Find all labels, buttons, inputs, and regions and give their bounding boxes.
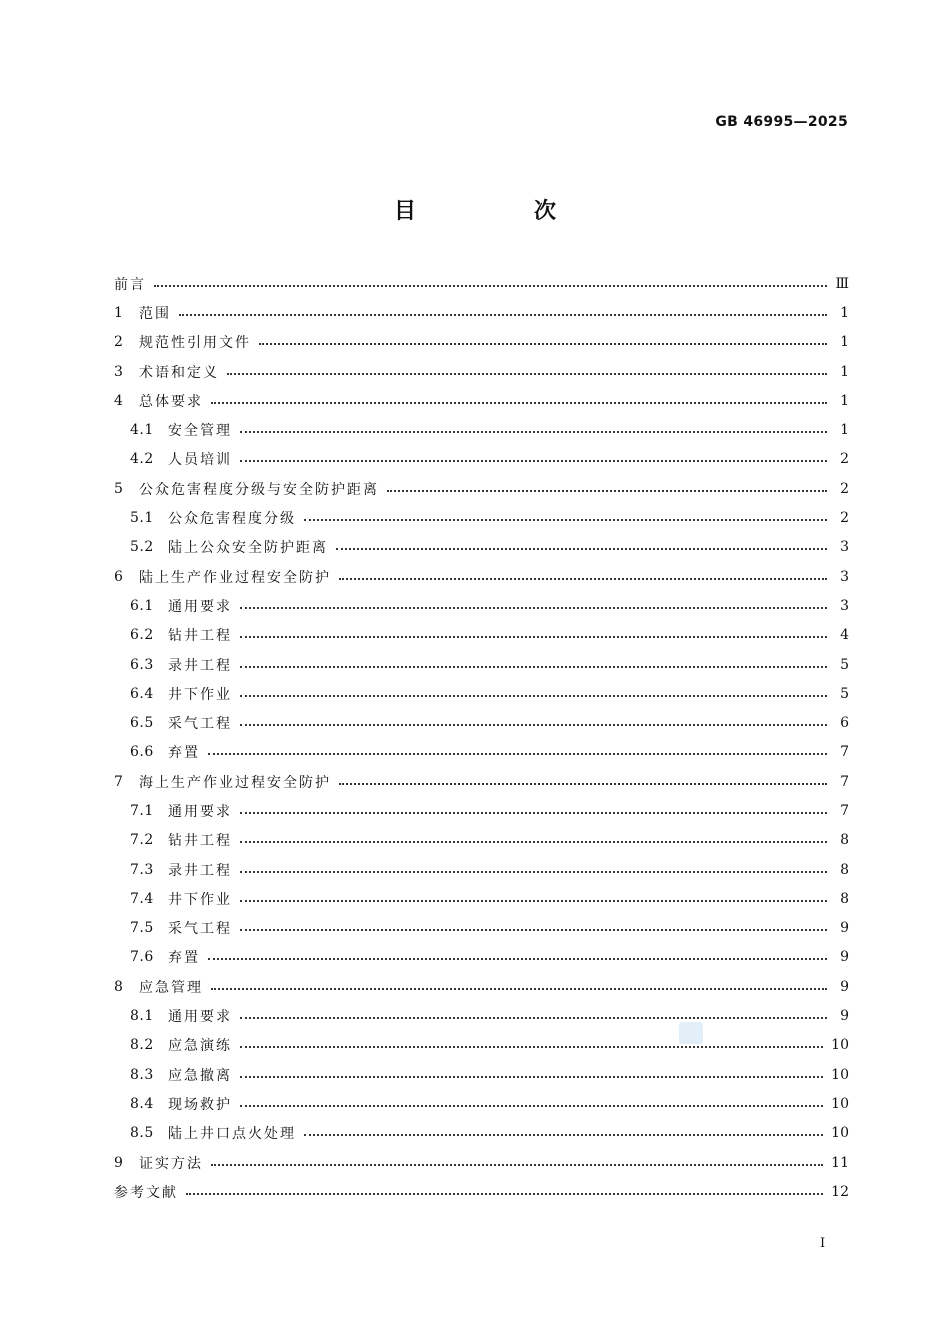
toc-entry-label: 通用要求 <box>168 598 232 615</box>
toc-entry-label: 陆上井口点火处理 <box>168 1126 296 1143</box>
toc-entry-page: 9 <box>840 920 849 937</box>
toc-entry-page: 3 <box>840 597 849 614</box>
toc-entry-number: 7.6 <box>130 949 154 966</box>
toc-entry-label: 海上生产作业过程安全防护 <box>139 774 331 791</box>
toc-entry[interactable] <box>114 767 849 796</box>
dot-leader <box>240 1105 823 1107</box>
page-title: 目 次 <box>393 199 604 224</box>
toc-entry-number: 5.1 <box>130 510 154 527</box>
dot-leader <box>240 724 827 726</box>
toc-entry-label: 钻井工程 <box>168 628 232 645</box>
toc-entry[interactable] <box>114 884 849 913</box>
toc-entry-number: 8.2 <box>130 1037 154 1054</box>
toc-entry[interactable] <box>114 855 849 884</box>
dot-leader <box>154 285 827 287</box>
toc-entry-label: 采气工程 <box>168 921 232 938</box>
dot-leader <box>211 988 827 990</box>
dot-leader <box>240 607 827 609</box>
toc-entry-number: 5 <box>114 480 124 497</box>
toc-entry-page: 7 <box>840 802 849 819</box>
dot-leader <box>240 1046 823 1048</box>
dot-leader <box>208 753 827 755</box>
toc-entry[interactable] <box>114 533 849 562</box>
toc-entry[interactable] <box>114 1148 849 1177</box>
toc-entry-label: 安全管理 <box>168 423 232 440</box>
toc-entry[interactable] <box>114 1001 849 1030</box>
toc-entry-label: 证实方法 <box>139 1155 203 1172</box>
toc-entry-number: 7 <box>114 773 124 790</box>
toc-entry-page: 2 <box>840 510 849 527</box>
toc-entry-label: 规范性引用文件 <box>139 335 251 352</box>
toc-entry-page: 12 <box>831 1183 849 1200</box>
toc-entry-page: 7 <box>840 773 849 790</box>
dot-leader <box>336 548 827 550</box>
dot-leader <box>240 636 827 638</box>
dot-leader <box>240 666 827 668</box>
toc-entry-number: 8.5 <box>130 1125 154 1142</box>
toc-entry-label: 井下作业 <box>168 891 232 908</box>
toc-entry-page: 9 <box>840 1008 849 1025</box>
toc-entry-number: 7.2 <box>130 832 154 849</box>
toc-entry[interactable] <box>114 708 849 737</box>
toc-entry-page: 3 <box>840 568 849 585</box>
toc-entry-page: 5 <box>840 685 849 702</box>
toc-entry[interactable] <box>114 503 849 532</box>
dot-leader <box>240 812 827 814</box>
toc-entry-number: 4.1 <box>130 422 154 439</box>
toc-entry[interactable] <box>114 562 849 591</box>
toc-entry-number: 4.2 <box>130 451 154 468</box>
toc-entry-number: 1 <box>114 304 124 321</box>
toc-entry-number: 4 <box>114 392 124 409</box>
toc-entry-label: 陆上生产作业过程安全防护 <box>139 569 331 586</box>
toc-entry-label: 人员培训 <box>168 452 232 469</box>
toc-entry[interactable] <box>114 328 849 357</box>
dot-leader <box>240 1076 823 1078</box>
toc-entry-page: 10 <box>831 1125 849 1142</box>
toc-entry-page: 9 <box>840 978 849 995</box>
toc-entry-number: 2 <box>114 334 124 351</box>
dot-leader <box>186 1193 823 1195</box>
toc-entry-number: 6.5 <box>130 715 154 732</box>
toc-entry-page: 10 <box>831 1037 849 1054</box>
toc-entry[interactable] <box>114 972 849 1001</box>
toc-entry[interactable] <box>114 445 849 474</box>
toc-entry[interactable] <box>114 1060 849 1089</box>
toc-entry-number: 7.1 <box>130 802 154 819</box>
toc-entry-page: 5 <box>840 656 849 673</box>
toc-entry-label: 通用要求 <box>168 803 232 820</box>
toc-entry-page: Ⅲ <box>835 275 849 292</box>
toc-entry-label: 应急管理 <box>139 979 203 996</box>
dot-leader <box>240 900 827 902</box>
toc-entry-number: 9 <box>114 1154 124 1171</box>
toc-entry-label: 公众危害程度分级 <box>168 511 296 528</box>
toc-entry-label: 术语和定义 <box>139 364 219 381</box>
dot-leader <box>227 373 827 375</box>
toc-entry[interactable] <box>114 269 849 298</box>
dot-leader <box>240 841 827 843</box>
dot-leader <box>240 460 827 462</box>
toc-entry-number: 8.4 <box>130 1095 154 1112</box>
dot-leader <box>240 1017 827 1019</box>
toc-entry-number: 7.5 <box>130 920 154 937</box>
toc-entry-number: 5.2 <box>130 539 154 556</box>
toc-entry-page: 8 <box>840 861 849 878</box>
dot-leader <box>339 578 827 580</box>
toc-entry-label: 前言 <box>114 276 146 293</box>
toc-entry-page: 10 <box>831 1095 849 1112</box>
dot-leader <box>208 958 827 960</box>
toc-entry-page: 4 <box>840 627 849 644</box>
dot-leader <box>211 402 827 404</box>
toc-entry-label: 参考文献 <box>114 1184 178 1201</box>
dot-leader <box>240 431 827 433</box>
toc-entry-number: 6.6 <box>130 744 154 761</box>
toc-entry-label: 通用要求 <box>168 1009 232 1026</box>
toc-entry-page: 9 <box>840 949 849 966</box>
toc-entry[interactable] <box>114 1031 849 1060</box>
toc-entry-label: 总体要求 <box>139 393 203 410</box>
dot-leader <box>240 871 827 873</box>
toc-entry[interactable] <box>114 298 849 327</box>
toc-entry-label: 弃置 <box>168 950 200 967</box>
toc-entry[interactable] <box>114 415 849 444</box>
toc-entry-number: 6.3 <box>130 656 154 673</box>
toc-entry-label: 钻井工程 <box>168 833 232 850</box>
toc-entry-page: 1 <box>840 392 849 409</box>
toc-entry[interactable] <box>114 621 849 650</box>
toc-entry-page: 6 <box>840 715 849 732</box>
toc-entry-number: 3 <box>114 363 124 380</box>
toc-entry-label: 范围 <box>139 305 171 322</box>
dot-leader <box>211 1164 823 1166</box>
toc-entry-label: 录井工程 <box>168 657 232 674</box>
toc-entry[interactable] <box>114 679 849 708</box>
toc-entry[interactable] <box>114 1177 849 1206</box>
toc-entry-page: 1 <box>840 304 849 321</box>
toc-entry-number: 7.3 <box>130 861 154 878</box>
toc-entry-page: 2 <box>840 451 849 468</box>
toc-entry-page: 2 <box>840 480 849 497</box>
page-number: Ⅰ <box>820 1236 826 1251</box>
toc-entry[interactable] <box>114 1119 849 1148</box>
dot-leader <box>179 314 827 316</box>
toc-entry-page: 3 <box>840 539 849 556</box>
toc-entry-page: 7 <box>840 744 849 761</box>
toc-entry-label: 公众危害程度分级与安全防护距离 <box>139 481 379 498</box>
toc-entry-number: 8.1 <box>130 1008 154 1025</box>
toc-entry[interactable] <box>114 796 849 825</box>
toc-entry-label: 采气工程 <box>168 716 232 733</box>
toc-entry-page: 1 <box>840 363 849 380</box>
toc-entry[interactable] <box>114 1089 849 1118</box>
toc-entry-number: 8.3 <box>130 1066 154 1083</box>
toc-entry-number: 6 <box>114 568 124 585</box>
toc-entry[interactable] <box>114 738 849 767</box>
toc-entry-label: 井下作业 <box>168 686 232 703</box>
toc-entry[interactable] <box>114 591 849 620</box>
toc-entry-page: 8 <box>840 890 849 907</box>
toc-entry-label: 陆上公众安全防护距离 <box>168 540 328 557</box>
toc-entry-label: 应急撤离 <box>168 1067 232 1084</box>
toc-entry-number: 6.1 <box>130 597 154 614</box>
toc-entry-label: 弃置 <box>168 745 200 762</box>
toc-entry[interactable] <box>114 357 849 386</box>
table-of-contents <box>114 269 849 1207</box>
toc-entry-page: 8 <box>840 832 849 849</box>
toc-entry-label: 现场救护 <box>168 1096 232 1113</box>
toc-entry[interactable] <box>114 386 849 415</box>
standard-code: GB 46995—2025 <box>715 114 848 130</box>
toc-entry[interactable] <box>114 650 849 679</box>
toc-entry[interactable] <box>114 914 849 943</box>
toc-entry-number: 7.4 <box>130 890 154 907</box>
toc-entry-page: 10 <box>831 1066 849 1083</box>
dot-leader <box>240 929 827 931</box>
toc-entry-page: 1 <box>840 334 849 351</box>
dot-leader <box>304 1134 823 1136</box>
dot-leader <box>339 783 827 785</box>
dot-leader <box>304 519 827 521</box>
toc-entry[interactable] <box>114 474 849 503</box>
toc-entry-page: 1 <box>840 422 849 439</box>
toc-entry-label: 应急演练 <box>168 1038 232 1055</box>
toc-entry-number: 8 <box>114 978 124 995</box>
dot-leader <box>240 695 827 697</box>
dot-leader <box>387 490 827 492</box>
toc-entry-label: 录井工程 <box>168 862 232 879</box>
dot-leader <box>259 343 827 345</box>
toc-entry[interactable] <box>114 826 849 855</box>
toc-entry[interactable] <box>114 943 849 972</box>
toc-entry-page: 11 <box>831 1154 849 1171</box>
toc-entry-number: 6.2 <box>130 627 154 644</box>
watermark-stamp <box>679 1022 703 1044</box>
toc-entry-number: 6.4 <box>130 685 154 702</box>
